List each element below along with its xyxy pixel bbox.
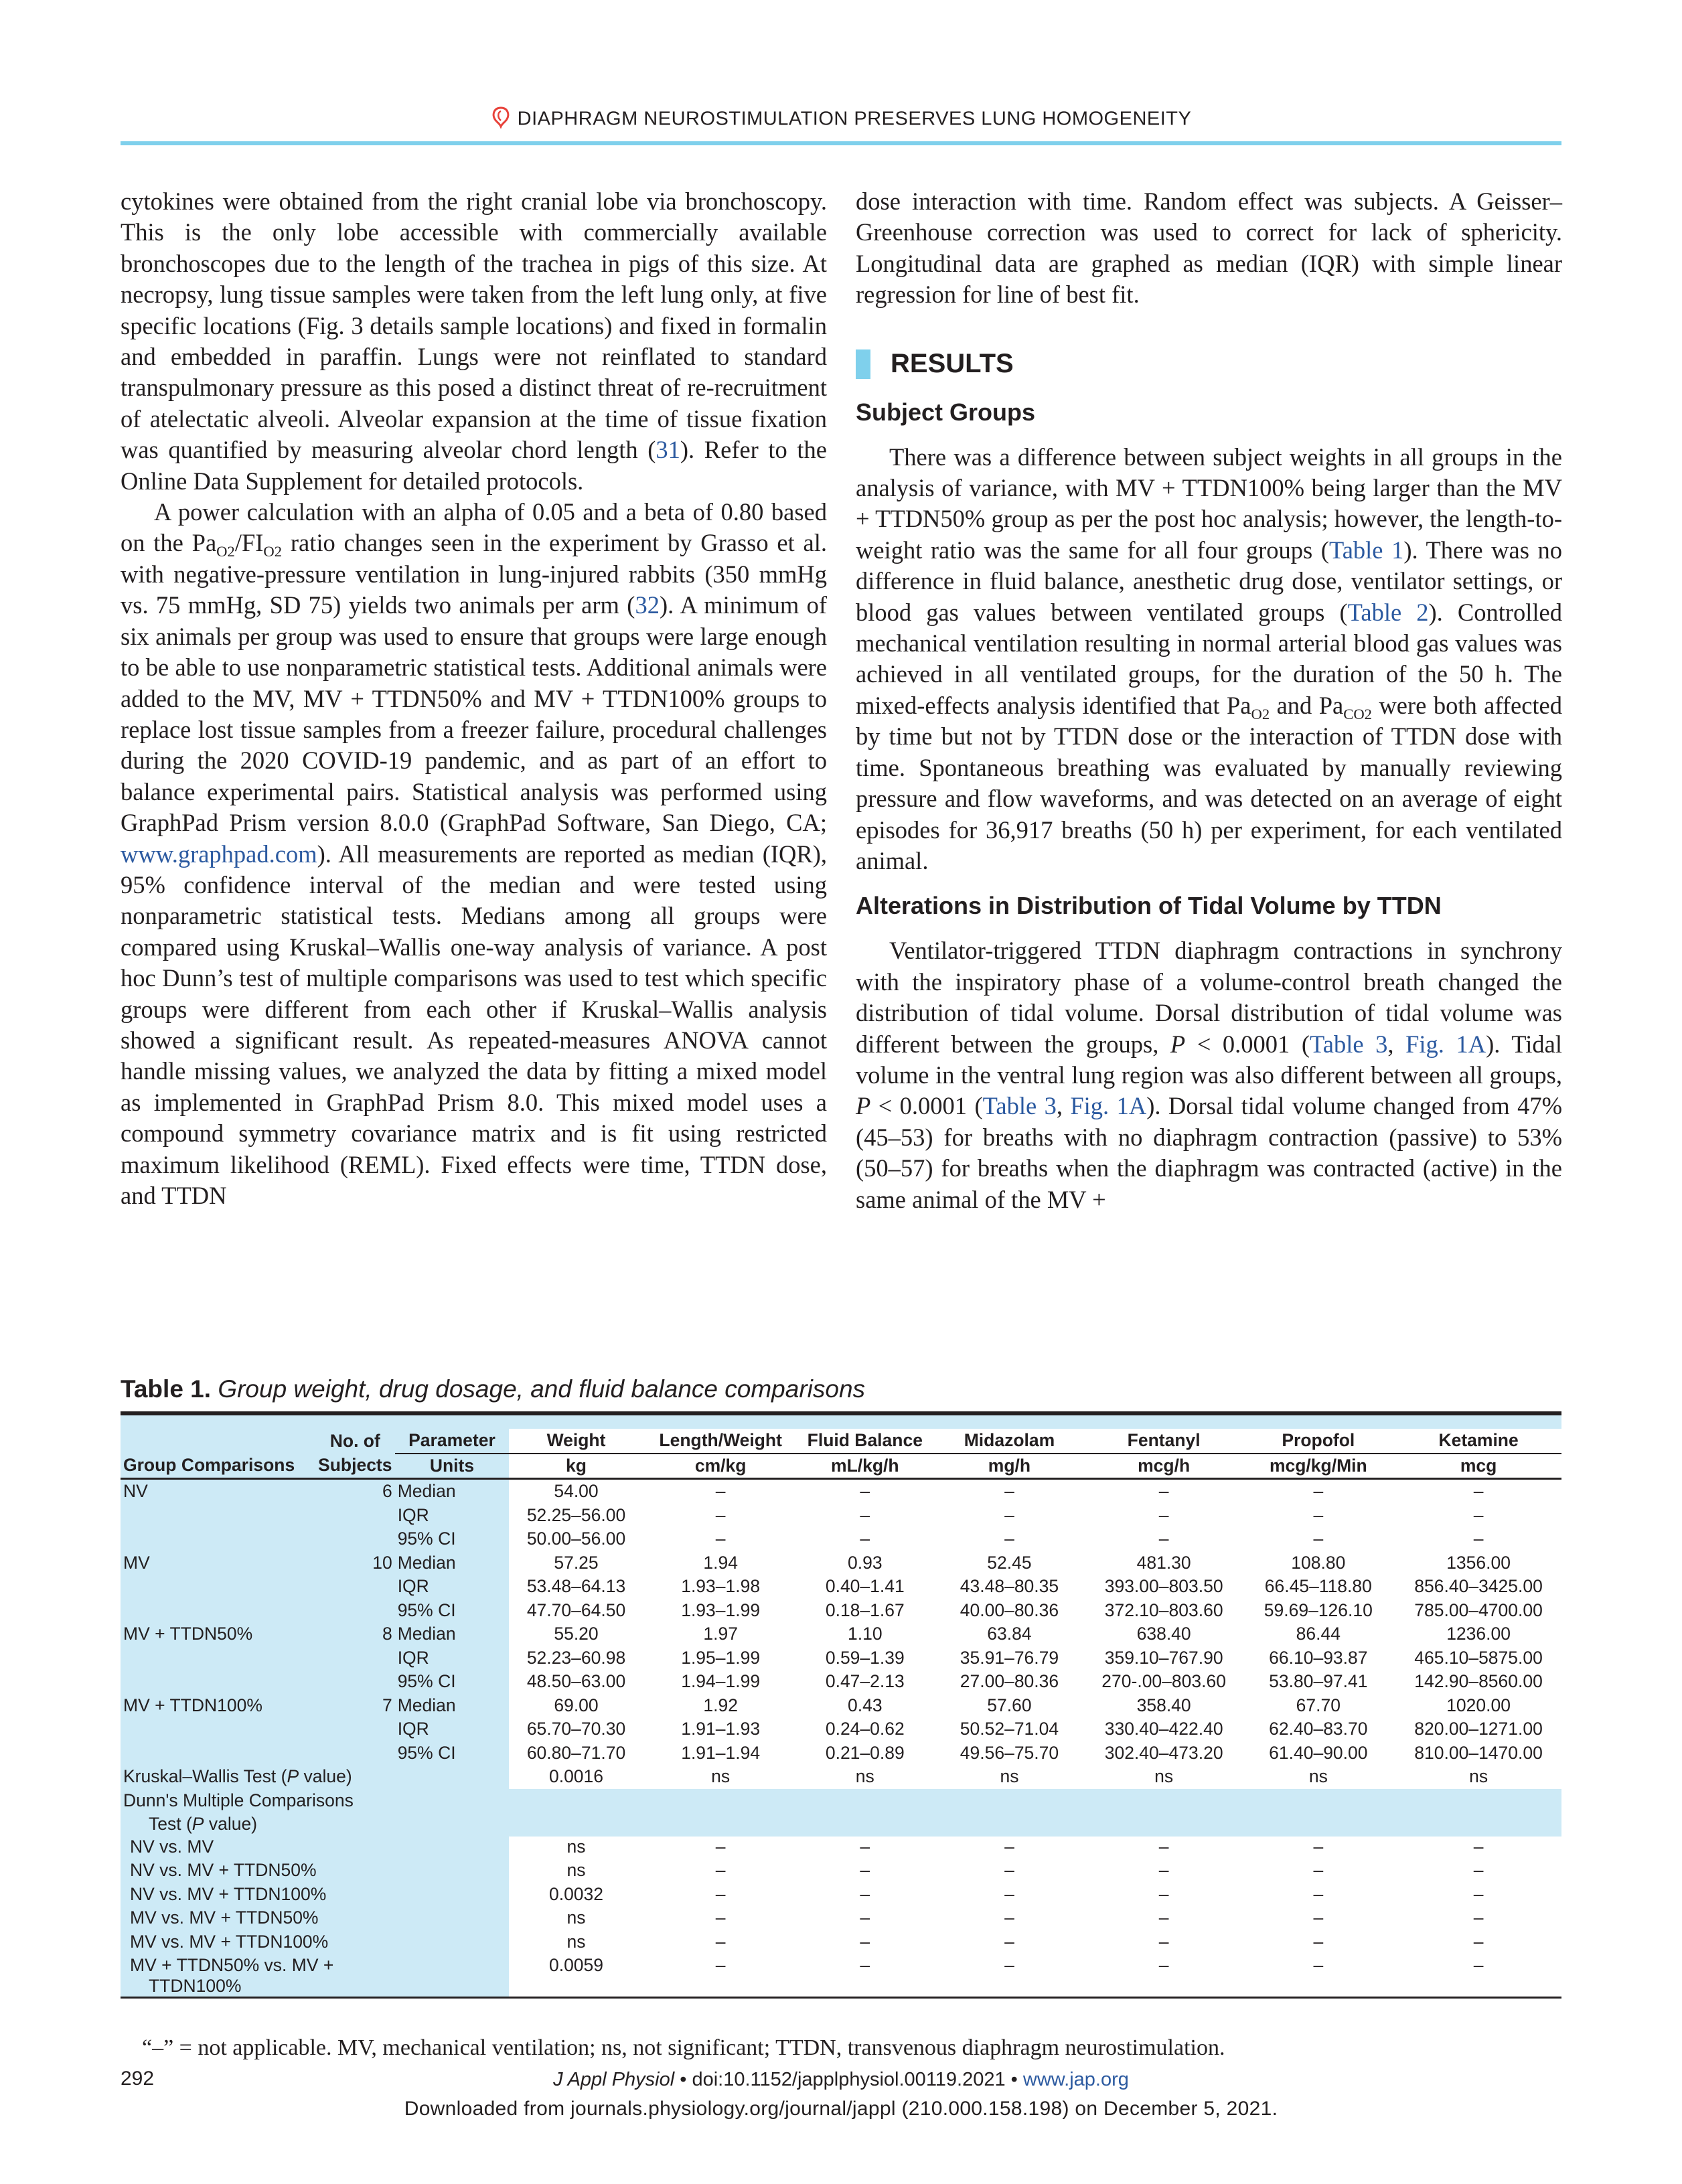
unit-ketamine: mcg xyxy=(1395,1454,1561,1479)
table-cell: – xyxy=(1473,1907,1484,1928)
table-cell: 66.45–118.80 xyxy=(1264,1576,1372,1597)
table-cell: 1.93–1.99 xyxy=(681,1600,761,1620)
group-name xyxy=(121,1717,315,1741)
table-cell: – xyxy=(1158,1883,1169,1904)
table-cell: 60.80–71.70 xyxy=(526,1742,626,1763)
table-cell: – xyxy=(1004,1883,1014,1904)
table-cell: 63.84 xyxy=(987,1624,1032,1644)
table-cell: – xyxy=(1313,1883,1324,1904)
table-cell: – xyxy=(1473,1836,1484,1857)
paragraph: dose interaction with time. Random effect was subjects. A Geisser–Greenhouse correction was used to correct for lack of sphericity. Longitudinal data are graphed as median (IQR) with simple linear regression for line of best fit. xyxy=(856,187,1562,309)
table-cell: 62.40–83.70 xyxy=(1269,1719,1368,1739)
table-cell: 856.40–3425.00 xyxy=(1414,1576,1543,1597)
table-cell: – xyxy=(1004,1504,1014,1525)
group-n: 7 xyxy=(315,1694,395,1718)
group-n xyxy=(315,1527,395,1551)
table-cell: – xyxy=(1158,1860,1169,1880)
figure-link[interactable]: Fig. 1A xyxy=(1405,1030,1486,1058)
parameter-cell: Median xyxy=(395,1479,510,1504)
unit-propofol: mcg/kg/Min xyxy=(1241,1454,1395,1479)
table-cell: 1.97 xyxy=(703,1624,738,1644)
parameter-cell: 95% CI xyxy=(395,1670,510,1694)
table-cell: – xyxy=(715,1529,726,1549)
table-cell: – xyxy=(860,1860,870,1880)
table-cell: 1.91–1.93 xyxy=(681,1719,761,1739)
group-name xyxy=(121,1575,315,1599)
table-cell: 57.60 xyxy=(987,1695,1032,1715)
table-cell: ns xyxy=(1154,1766,1174,1787)
table-cell: 67.70 xyxy=(1296,1695,1341,1715)
table-cell: – xyxy=(715,1931,726,1952)
table-cell: ns xyxy=(566,1860,586,1880)
table-row xyxy=(121,1551,1561,1575)
table-cell: 0.0032 xyxy=(548,1883,604,1904)
comparison-label: MV vs. MV + TTDN100% xyxy=(121,1932,509,1956)
table-cell: 86.44 xyxy=(1296,1624,1341,1644)
table-cell: – xyxy=(1473,1481,1484,1502)
header-fluid-balance: Fluid Balance xyxy=(807,1430,923,1451)
paragraph: Ventilator-triggered TTDN diaphragm contractions in synchrony with the inspiratory phase of a volume-control breath changed the distribution of tidal volume. Dorsal distribution of tidal volume was different between the groups, P < 0.0001 (Table 3, Fig. 1A). Tidal volume in the ventral lung region was also different between all groups, P < 0.0001 (Table 3, Fig. 1A). Dorsal tidal volume changed from 47% (45–53) for breaths with no diaphragm contraction (passive) to 53% (50–57) for breaths when the diaphragm was contracted (active) in the same animal of the MV + xyxy=(856,937,1563,1213)
header-subjects: Subjects xyxy=(315,1454,395,1479)
comparison-row xyxy=(121,1907,1561,1932)
table-cell: – xyxy=(715,1955,726,1975)
journal-url-link[interactable]: www.jap.org xyxy=(1022,2069,1129,2090)
table-cell: ns xyxy=(855,1766,874,1787)
table-cell: – xyxy=(1004,1836,1014,1857)
table-cell: 35.91–76.79 xyxy=(960,1647,1059,1668)
journal-citation: J Appl Physiol • doi:10.1152/japplphysiol.00119.2021 • www.jap.org xyxy=(553,2069,1129,2090)
header-parameter: Parameter xyxy=(395,1429,510,1454)
table-cell: 638.40 xyxy=(1136,1624,1191,1644)
table-cell: ns xyxy=(566,1907,586,1928)
comparison-row xyxy=(121,1837,1561,1861)
group-name xyxy=(121,1504,315,1528)
section-marker xyxy=(856,349,870,379)
header-ketamine: Ketamine xyxy=(1438,1430,1519,1451)
table-cell: – xyxy=(1313,1907,1324,1928)
group-name: NV xyxy=(121,1479,315,1504)
table-cell: – xyxy=(860,1883,870,1904)
group-n xyxy=(315,1599,395,1623)
table-cell: 50.00–56.00 xyxy=(526,1529,626,1549)
table-row xyxy=(121,1646,1561,1670)
table-cell: – xyxy=(1313,1931,1324,1952)
group-n: 8 xyxy=(315,1622,395,1646)
comparison-label: NV vs. MV + TTDN100% xyxy=(121,1884,509,1908)
table-row xyxy=(121,1694,1561,1718)
group-n xyxy=(315,1741,395,1766)
table-cell: ns xyxy=(1308,1766,1328,1787)
table-cell: 52.25–56.00 xyxy=(526,1504,626,1525)
table-cell: ns xyxy=(1469,1766,1488,1787)
table-cell: 1.95–1.99 xyxy=(681,1647,761,1668)
table-caption: Table 1. Group weight, drug dosage, and fluid balance comparisons xyxy=(121,1375,866,1403)
table-cell: 1.91–1.94 xyxy=(681,1742,761,1763)
table-row xyxy=(121,1575,1561,1599)
table-row xyxy=(121,1504,1561,1528)
table-cell: – xyxy=(1158,1931,1169,1952)
group-n: 10 xyxy=(315,1551,395,1575)
table-cell: 0.18–1.67 xyxy=(825,1600,905,1620)
parameter-cell: Median xyxy=(395,1551,510,1575)
table-cell: 810.00–1470.00 xyxy=(1414,1742,1543,1763)
parameter-cell: IQR xyxy=(395,1646,510,1670)
subsection-heading: Subject Groups xyxy=(856,398,1036,426)
unit-fluid-balance: mL/kg/h xyxy=(798,1454,933,1479)
table-cell: 785.00–4700.00 xyxy=(1414,1600,1543,1620)
comparison-label: MV + TTDN50% vs. MV + TTDN100% xyxy=(121,1955,509,1998)
table-cell: 1.94 xyxy=(703,1552,738,1573)
group-n xyxy=(315,1717,395,1741)
table-cell: – xyxy=(1158,1955,1169,1975)
table-cell: 1236.00 xyxy=(1446,1624,1511,1644)
header-rule xyxy=(121,141,1561,145)
parameter-cell: Median xyxy=(395,1694,510,1718)
group-name xyxy=(121,1599,315,1623)
table-cell: 1356.00 xyxy=(1446,1552,1511,1573)
table-cell: – xyxy=(860,1481,870,1502)
table-row xyxy=(121,1741,1561,1766)
table-cell: 1.94–1.99 xyxy=(681,1671,761,1692)
group-name xyxy=(121,1646,315,1670)
unit-fentanyl: mcg/h xyxy=(1087,1454,1241,1479)
table-cell: – xyxy=(715,1481,726,1502)
paragraph: A power calculation with an alpha of 0.05 and a beta of 0.80 based on the $Pa_{O2}/FI_{O2}$ ratio changes seen in the experiment by Grasso et al. with negative-pressure ventilation in lung-injured rabbits (350 mmHg vs. 75 mmHg, SD 75) yields two animals per arm (32). A minimum of six animals per group was used to ensure that groups were large enough to be able to use nonparametric statistical tests. Additional animals were added to the MV, MV + TTDN50% and MV + TTDN100% groups to replace lost tissue samples from a freezer failure, procedural challenges during the 2020 COVID-19 pandemic, and as part of an effort to balance experimental pairs. Statistical analysis was performed using GraphPad Prism version 8.0.0 (GraphPad Software, San Diego, CA; www.graphpad.com). All measurements are reported as median (IQR), 95% confidence interval of the median and were tested using nonparametric statistical tests. Medians among all groups were compared using Kruskal–Wallis one-way analysis of variance. A post hoc Dunn’s test of multiple comparisons was used to test which specific groups were different from each other if Kruskal–Wallis analysis showed a significant result. As repeated-measures ANOVA cannot handle missing values, we analyzed the data by fitting a mixed model as implemented in GraphPad Prism 8.0. This mixed model uses a compound symmetry covariance matrix and is fit using restricted maximum likelihood (REML). Fixed effects were time, TTDN dose, and TTDN xyxy=(121,498,828,1209)
table-cell: – xyxy=(1004,1955,1014,1975)
group-n xyxy=(315,1575,395,1599)
parameter-cell: IQR xyxy=(395,1504,510,1528)
table-cell: 52.23–60.98 xyxy=(526,1647,626,1668)
table-cell: – xyxy=(1313,1860,1324,1880)
table-cell: 27.00–80.36 xyxy=(960,1671,1059,1692)
reference-link[interactable]: 31 xyxy=(656,436,680,464)
comparison-label: NV vs. MV xyxy=(121,1837,509,1861)
unit-length-weight: cm/kg xyxy=(643,1454,798,1479)
table-cell: 108.80 xyxy=(1291,1552,1346,1573)
left-column xyxy=(121,186,827,1211)
figure-link[interactable]: Fig. 1A xyxy=(1070,1092,1147,1120)
group-name xyxy=(121,1527,315,1551)
table-cell: ns xyxy=(1000,1766,1019,1787)
paragraph: There was a difference between subject weights in all groups in the analysis of variance, with MV + TTDN100% being larger than the MV + TTDN50% group as per the post hoc analysis; however, the length-to-weight ratio was the same for all four groups (Table 1). There was no difference in fluid balance, anesthetic drug dose, ventilator settings, or blood gas values between ventilated groups (Table 2). Controlled mechanical ventilation resulting in normal arterial blood gas values was achieved in all ventilated groups, for the duration of the 50 h. The mixed-effects analysis identified that $Pa_{O2}$ and $Pa_{CO2}$ were both affected by time but not by TTDN dose or the interaction of TTDN dose with time. Spontaneous breathing was evaluated by manually reviewing pressure and flow waveforms, and was detected on an average of eight episodes for 36,917 breaths (50 h) per experiment, for each ventilated animal. xyxy=(856,443,1563,874)
comparison-row xyxy=(121,1860,1561,1884)
table-cell: 0.40–1.41 xyxy=(825,1576,905,1597)
table-cell: – xyxy=(860,1504,870,1525)
table-cell: – xyxy=(1313,1836,1324,1857)
comparison-label: MV vs. MV + TTDN50% xyxy=(121,1907,509,1932)
table-row xyxy=(121,1527,1561,1551)
table-cell: – xyxy=(1158,1481,1169,1502)
table-cell: 465.10–5875.00 xyxy=(1414,1647,1543,1668)
table-cell: 481.30 xyxy=(1136,1552,1191,1573)
table-cell: – xyxy=(1473,1931,1484,1952)
right-column xyxy=(856,186,1562,1215)
group-name: MV + TTDN50% xyxy=(121,1622,315,1646)
comparison-row xyxy=(121,1884,1561,1908)
parameter-cell: IQR xyxy=(395,1575,510,1599)
table-cell: 48.50–63.00 xyxy=(526,1671,626,1692)
header-units: Units xyxy=(395,1454,510,1479)
table-cell: 1.93–1.98 xyxy=(681,1576,761,1597)
header-weight: Weight xyxy=(546,1430,606,1451)
table-cell: – xyxy=(1473,1504,1484,1525)
table-cell: ns xyxy=(566,1931,586,1952)
table-cell: 1.10 xyxy=(848,1624,883,1644)
table-cell: 0.93 xyxy=(848,1552,883,1573)
table-cell: 372.10–803.60 xyxy=(1104,1600,1223,1620)
reference-link[interactable]: 32 xyxy=(635,591,660,619)
table-cell: – xyxy=(715,1860,726,1880)
table-cell: 52.45 xyxy=(987,1552,1032,1573)
table-cell: – xyxy=(860,1836,870,1857)
parameter-cell: 95% CI xyxy=(395,1599,510,1623)
table-cell: 1.92 xyxy=(703,1695,738,1715)
table-row xyxy=(121,1717,1561,1741)
table-cell: 0.24–0.62 xyxy=(825,1719,905,1739)
table-cell: – xyxy=(860,1931,870,1952)
band xyxy=(509,1789,1561,1813)
table-cell: 393.00–803.50 xyxy=(1104,1576,1223,1597)
unit-midazolam: mg/h xyxy=(932,1454,1087,1479)
table-cell: 61.40–90.00 xyxy=(1269,1742,1368,1763)
graphpad-link[interactable]: www.graphpad.com xyxy=(121,840,317,868)
table-cell: 0.59–1.39 xyxy=(825,1647,905,1668)
header-fentanyl: Fentanyl xyxy=(1127,1430,1201,1451)
table-cell: 50.52–71.04 xyxy=(960,1719,1059,1739)
table-cell: – xyxy=(1313,1481,1324,1502)
dunn-label: Dunn's Multiple Comparisons xyxy=(121,1789,509,1813)
table-row xyxy=(121,1479,1561,1504)
table-cell: – xyxy=(1004,1481,1014,1502)
band xyxy=(509,1812,1561,1837)
header-midazolam: Midazolam xyxy=(964,1430,1055,1451)
table-cell: 57.25 xyxy=(554,1552,599,1573)
table-cell: – xyxy=(715,1836,726,1857)
group-name: MV xyxy=(121,1551,315,1575)
group-n xyxy=(315,1646,395,1670)
table-cell: 302.40–473.20 xyxy=(1104,1742,1223,1763)
table-row xyxy=(121,1670,1561,1694)
table xyxy=(121,1411,1561,1999)
table-cell: – xyxy=(1158,1529,1169,1549)
subsection-heading: Alterations in Distribution of Tidal Volume by TTDN xyxy=(856,892,1442,920)
table-cell: 55.20 xyxy=(554,1624,599,1644)
table-cell: – xyxy=(1313,1955,1324,1975)
paragraph: cytokines were obtained from the right cranial lobe via bronchoscopy. This is the only lobe accessible with commercially available bronchoscopes due to the length of the trachea in pigs of this size. At necropsy, lung tissue samples were taken from the left lung only, at five specific locations (Fig. 3 details sample locations) and fixed in formalin and embedded in paraffin. Lungs were not reinflated to standard transpulmonary pressure as this posed a distinct threat of re-recruitment of atelectatic alveoli. Alveolar expansion at the time of tissue fixation was quantified by measuring alveolar chord length (31). Refer to the Online Data Supplement for detailed protocols. xyxy=(121,187,827,495)
table-cell: 53.48–64.13 xyxy=(526,1576,626,1597)
table-cell: 69.00 xyxy=(554,1695,599,1715)
table-cell: 49.56–75.70 xyxy=(960,1742,1059,1763)
download-notice: Downloaded from journals.physiology.org/journal/jappl (210.000.158.198) on December 5, 2021. xyxy=(404,2098,1278,2120)
table-row xyxy=(121,1599,1561,1623)
table-footnote: “–” = not applicable. MV, mechanical ventilation; ns, not significant; TTDN, transvenous diaphragm neurostimulation. xyxy=(142,2035,1225,2060)
table-cell: 0.0016 xyxy=(548,1766,604,1787)
table-cell: – xyxy=(860,1907,870,1928)
table-row xyxy=(121,1622,1561,1646)
unit-weight: kg xyxy=(509,1454,643,1479)
table-cell: – xyxy=(1473,1955,1484,1975)
page-number: 292 xyxy=(121,2068,155,2090)
table-link[interactable]: Table 3 xyxy=(1310,1030,1388,1058)
kruskal-wallis-label: Kruskal–Wallis Test (P value) xyxy=(121,1765,509,1789)
table-cell: – xyxy=(860,1529,870,1549)
table-cell: 47.70–64.50 xyxy=(526,1600,626,1620)
header-no-of: No. of xyxy=(315,1429,395,1454)
table-cell: – xyxy=(1473,1860,1484,1880)
table-cell: – xyxy=(1158,1504,1169,1525)
table-cell: – xyxy=(1004,1860,1014,1880)
table-cell: – xyxy=(1473,1529,1484,1549)
table-cell: – xyxy=(1158,1836,1169,1857)
group-n xyxy=(315,1504,395,1528)
parameter-cell: 95% CI xyxy=(395,1741,510,1766)
kruskal-wallis-row xyxy=(121,1765,1561,1789)
table-cell: 358.40 xyxy=(1136,1695,1191,1715)
table-cell: ns xyxy=(711,1766,731,1787)
table-cell: 820.00–1271.00 xyxy=(1414,1719,1543,1739)
dunn-label-row xyxy=(121,1789,1561,1813)
dunn-label-row xyxy=(121,1812,1561,1837)
group-n: 6 xyxy=(315,1479,395,1504)
group-name xyxy=(121,1670,315,1694)
table-cell: 142.90–8560.00 xyxy=(1414,1671,1543,1692)
table-link[interactable]: Table 3 xyxy=(982,1092,1057,1120)
table-cell: – xyxy=(715,1907,726,1928)
table-cell: 0.0059 xyxy=(548,1955,604,1975)
table-cell: 0.47–2.13 xyxy=(825,1671,905,1692)
table-cell: – xyxy=(1004,1931,1014,1952)
table-cell: 1020.00 xyxy=(1446,1695,1511,1715)
dunn-label-2: Test (P value) xyxy=(121,1812,509,1837)
group-name: MV + TTDN100% xyxy=(121,1694,315,1718)
table-cell: 53.80–97.41 xyxy=(1269,1671,1368,1692)
table-cell: 0.21–0.89 xyxy=(825,1742,905,1763)
table-cell: 66.10–93.87 xyxy=(1269,1647,1368,1668)
table-cell: 65.70–70.30 xyxy=(526,1719,626,1739)
table-cell: – xyxy=(1158,1907,1169,1928)
header-length-weight: Length/Weight xyxy=(659,1430,782,1451)
parameter-cell: Median xyxy=(395,1622,510,1646)
table-cell: – xyxy=(715,1883,726,1904)
header-group-comparisons: Group Comparisons xyxy=(121,1454,315,1479)
parameter-cell: IQR xyxy=(395,1717,510,1741)
table-cell: – xyxy=(1004,1529,1014,1549)
table-cell: 270-.00–803.60 xyxy=(1101,1671,1226,1692)
table-cell: – xyxy=(1313,1529,1324,1549)
comparison-row xyxy=(121,1955,1561,1998)
results-heading: RESULTS xyxy=(856,349,1562,379)
table-cell: – xyxy=(860,1955,870,1975)
table-cell: 43.48–80.35 xyxy=(960,1576,1059,1597)
header-propofol: Propofol xyxy=(1282,1430,1355,1451)
table-cell: ns xyxy=(566,1836,586,1857)
table-cell: – xyxy=(1004,1907,1014,1928)
table-link[interactable]: Table 2 xyxy=(1347,598,1429,626)
comparison-label: NV vs. MV + TTDN50% xyxy=(121,1860,509,1884)
table-cell: 330.40–422.40 xyxy=(1104,1719,1223,1739)
table-cell: – xyxy=(1473,1883,1484,1904)
comparison-row xyxy=(121,1932,1561,1956)
table-link[interactable]: Table 1 xyxy=(1328,536,1404,564)
group-n xyxy=(315,1670,395,1694)
table-cell: 359.10–767.90 xyxy=(1104,1647,1223,1668)
table-cell: 0.43 xyxy=(848,1695,883,1715)
table-cell: 59.69–126.10 xyxy=(1264,1600,1373,1620)
table-cell: – xyxy=(1313,1504,1324,1525)
table-cell: – xyxy=(715,1504,726,1525)
running-title: DIAPHRAGM NEUROSTIMULATION PRESERVES LUNG HOMOGENEITY xyxy=(517,108,1192,130)
table-cell: 54.00 xyxy=(554,1481,599,1502)
journal-logo-icon xyxy=(491,106,511,134)
parameter-cell: 95% CI xyxy=(395,1527,510,1551)
group-name xyxy=(121,1741,315,1766)
table-cell: 40.00–80.36 xyxy=(960,1600,1059,1620)
